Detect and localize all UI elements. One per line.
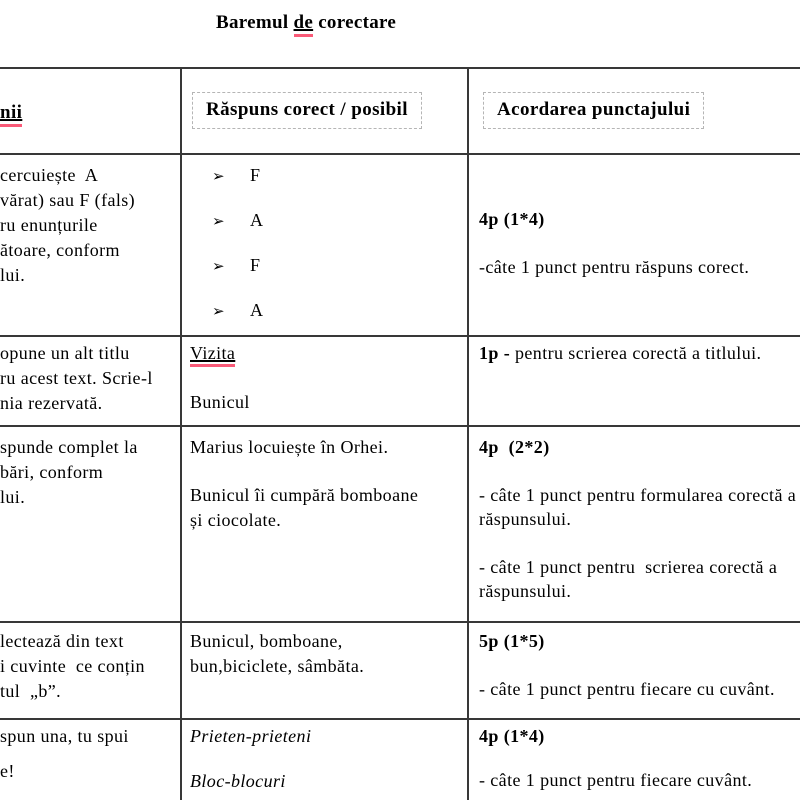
item-line: e!	[0, 761, 15, 781]
scoring-points: 5p (1*5)	[479, 631, 545, 651]
item-cell	[0, 622, 181, 719]
scoring-note: răspunsului.	[479, 509, 572, 529]
answer-bullet-item	[212, 163, 459, 189]
scoring-cell	[468, 336, 800, 426]
item-line: lui.	[0, 487, 26, 507]
page-title	[216, 12, 396, 37]
answer-cell	[181, 426, 468, 622]
header-answer-box: Răspuns corect / posibil	[192, 92, 422, 129]
table-row	[0, 336, 800, 426]
answer-line: și ciocolate.	[190, 510, 282, 530]
item-line: ru enunțurile	[0, 215, 98, 235]
answer-cell	[181, 622, 468, 719]
item-line: vărat) sau F (fals)	[0, 190, 136, 210]
misspelled-word: nii	[0, 103, 22, 127]
arrow-bullet-icon: ➢	[212, 214, 225, 230]
item-line: ru acest text. Scrie-l	[0, 368, 153, 388]
item-cell	[0, 426, 181, 622]
header-items-cell	[0, 68, 181, 154]
answer-cell	[181, 154, 468, 336]
scoring-note: - câte 1 punct pentru scrierea corectă a	[479, 557, 778, 577]
scoring-points: 4p (2*2)	[479, 437, 550, 457]
table-row	[0, 154, 800, 336]
header-items-fragment	[0, 102, 180, 127]
misspelled-word: Vizita	[190, 344, 235, 367]
scoring-note: - câte 1 punct pentru fiecare cu cuvânt.	[479, 679, 775, 699]
item-line: i cuvinte ce conțin	[0, 656, 145, 676]
scoring-note: - câte 1 punct pentru fiecare cuvânt.	[479, 770, 753, 790]
item-line: bări, conform	[0, 462, 104, 482]
item-cell	[0, 154, 181, 336]
answer-bullet-item	[212, 253, 459, 279]
item-line: cercuiește A	[0, 165, 99, 185]
header-scoring-cell	[468, 68, 800, 154]
scoring-note: 1p - pentru scrierea corectă a titlului.	[479, 343, 762, 363]
table-row	[0, 426, 800, 622]
answer-line: Bunicul, bomboane,	[190, 631, 343, 651]
answer-cell	[181, 719, 468, 800]
scoring-note: răspunsului.	[479, 581, 572, 601]
scoring-note: - câte 1 punct pentru formularea corectă a	[479, 485, 797, 505]
item-line: lectează din text	[0, 631, 124, 651]
scoring-cell	[468, 154, 800, 336]
answer-line: bun,biciclete, sâmbăta.	[190, 656, 365, 676]
answer-line: Bunicul îi cumpără bomboane	[190, 485, 419, 505]
item-line: spunde complet la	[0, 437, 138, 457]
arrow-bullet-icon: ➢	[212, 304, 225, 320]
answer-line: Prieten-prieteni	[190, 726, 312, 746]
arrow-bullet-icon: ➢	[212, 169, 225, 185]
item-line: opune un alt titlu	[0, 343, 130, 363]
item-line: tul „b”.	[0, 681, 62, 701]
item-line: spun una, tu spui	[0, 726, 129, 746]
answer-letter: A	[250, 210, 264, 230]
scoring-cell	[468, 426, 800, 622]
answer-line	[190, 341, 459, 367]
answer-bullet-item	[212, 298, 459, 324]
scoring-cell	[468, 719, 800, 800]
answer-bullet-list	[190, 163, 459, 324]
item-cell	[0, 719, 181, 800]
scoring-points: 4p (1*4)	[479, 209, 545, 229]
scoring-points: 1p -	[479, 343, 511, 363]
misspelled-word: de	[294, 13, 314, 37]
arrow-bullet-icon: ➢	[212, 259, 225, 275]
rubric-table	[0, 67, 800, 800]
title-part-pre: Baremul	[216, 12, 289, 33]
table-row	[0, 719, 800, 800]
title-part-post: corectare	[318, 12, 397, 33]
item-line: nia rezervată.	[0, 393, 103, 413]
answer-line: Marius locuiește în Orhei.	[190, 437, 389, 457]
scoring-points: 4p (1*4)	[479, 726, 545, 746]
table-row	[0, 622, 800, 719]
answer-letter: F	[250, 255, 261, 275]
answer-letter: A	[250, 300, 264, 320]
item-line: lui.	[0, 265, 26, 285]
header-row	[0, 68, 800, 154]
answer-bullet-item	[212, 208, 459, 234]
answer-cell	[181, 336, 468, 426]
header-answer-cell	[181, 68, 468, 154]
scoring-cell	[468, 622, 800, 719]
header-scoring-box: Acordarea punctajului	[483, 92, 704, 129]
scoring-note: -câte 1 punct pentru răspuns corect.	[479, 257, 750, 277]
answer-letter: F	[250, 165, 261, 185]
answer-line: Bloc-blocuri	[190, 771, 286, 791]
item-cell	[0, 336, 181, 426]
item-line: ătoare, conform	[0, 240, 120, 260]
answer-line: Bunicul	[190, 391, 250, 412]
